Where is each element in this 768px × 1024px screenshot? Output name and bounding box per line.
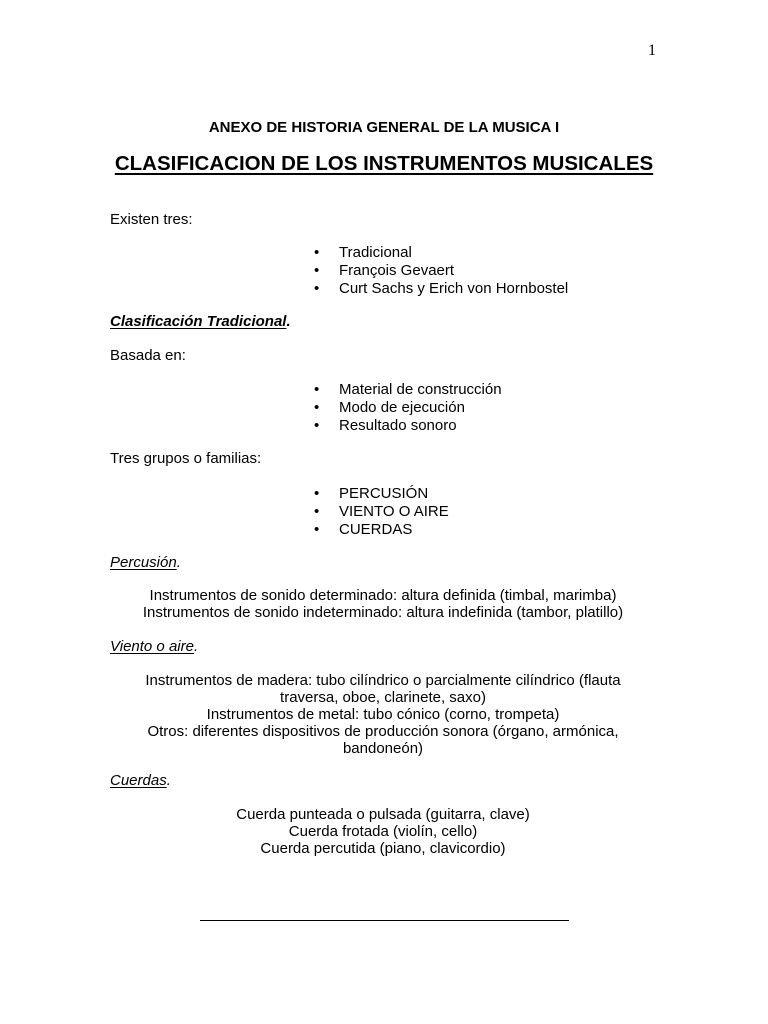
list-item: • VIENTO O AIRE [314, 503, 449, 520]
text-line: Cuerda percutida (piano, clavicordio) [260, 840, 506, 857]
text-line: Instrumentos de sonido determinado: altura definida (timbal, marimba) [149, 587, 617, 604]
document-subtitle: ANEXO DE HISTORIA GENERAL DE LA MUSICA I [208, 119, 560, 136]
groups-list [314, 485, 449, 539]
text-line: Instrumentos de sonido indeterminado: altura indefinida (tambor, platillo) [142, 604, 624, 621]
list-item: • Tradicional [314, 244, 412, 261]
bullet-icon: • [314, 244, 320, 261]
list-item: • Material de construcción [314, 381, 502, 398]
intro-label: Existen tres: [110, 211, 193, 228]
based-list [314, 381, 502, 435]
percusion-body [110, 587, 656, 621]
list-item: • Curt Sachs y Erich von Hornbostel [314, 280, 569, 297]
based-label: Basada en: [110, 347, 186, 364]
intro-list [314, 244, 568, 298]
bullet-icon: • [314, 262, 320, 279]
list-item: • Resultado sonoro [314, 417, 457, 434]
text-line: Instrumentos de madera: tubo cilíndrico o parcialmente cilíndrico (flauta traversa, oboe, clarinete, saxo) [145, 672, 621, 706]
viento-body [128, 672, 638, 757]
footer-divider [200, 920, 569, 921]
bullet-icon: • [314, 280, 320, 297]
section-heading-cuerdas: Cuerdas. [110, 772, 171, 789]
list-item: • Modo de ejecución [314, 399, 465, 416]
text-line: Otros: diferentes dispositivos de producción sonora (órgano, armónica, bandoneón) [147, 723, 619, 757]
section-heading-percusion: Percusión. [110, 554, 181, 571]
bullet-icon: • [314, 521, 320, 538]
cuerdas-body [110, 806, 656, 857]
bullet-icon: • [314, 381, 320, 398]
groups-label: Tres grupos o familias: [110, 450, 262, 467]
list-item: • PERCUSIÓN [314, 485, 429, 502]
bullet-icon: • [314, 485, 320, 502]
text-line: Instrumentos de metal: tubo cónico (corno, trompeta) [206, 706, 560, 723]
section-heading-tradicional: Clasificación Tradicional. [110, 313, 291, 330]
text-line: Cuerda frotada (violín, cello) [288, 823, 478, 840]
page-number: 1 [648, 42, 656, 59]
bullet-icon: • [314, 503, 320, 520]
bullet-icon: • [314, 399, 320, 416]
document-title: CLASIFICACION DE LOS INSTRUMENTOS MUSICALES [114, 152, 654, 175]
bullet-icon: • [314, 417, 320, 434]
section-heading-viento: Viento o aire. [110, 638, 199, 655]
list-item: • CUERDAS [314, 521, 413, 538]
list-item: • François Gevaert [314, 262, 455, 279]
text-line: Cuerda punteada o pulsada (guitarra, clave) [236, 806, 530, 823]
